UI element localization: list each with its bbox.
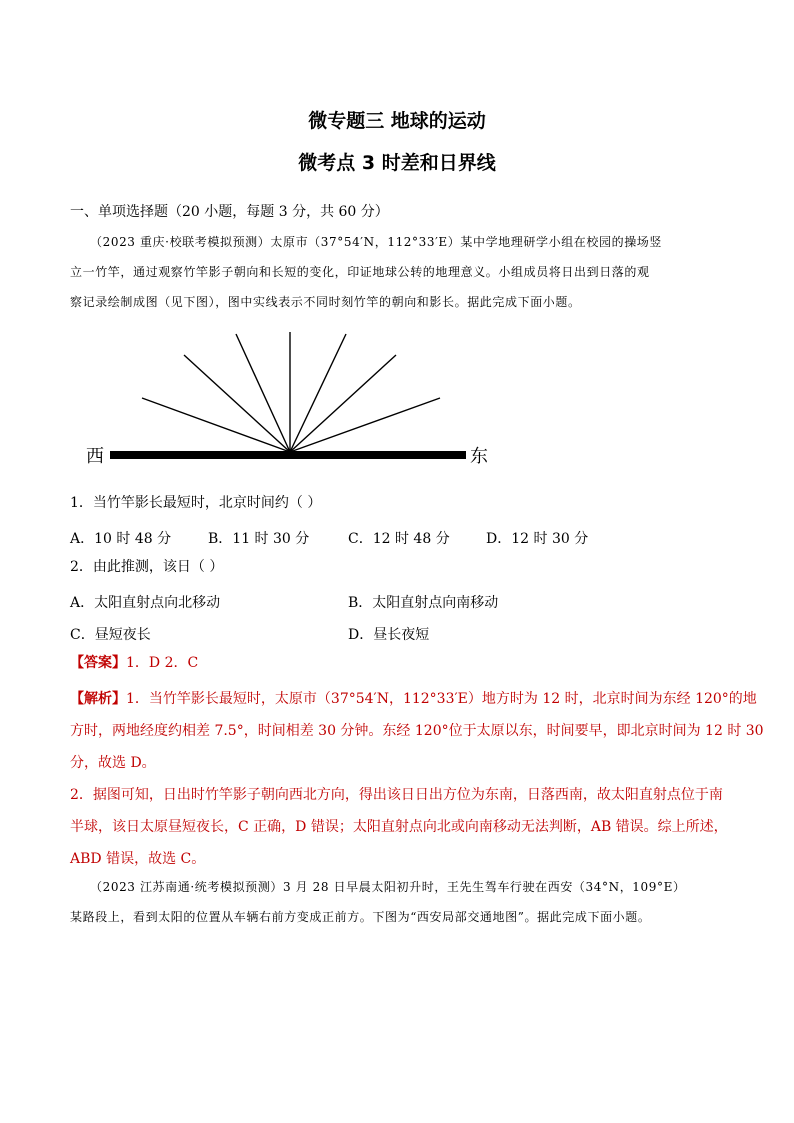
- answer-tag: 【答案】: [70, 655, 126, 671]
- q2-option-c: C．昼短夜长: [70, 627, 151, 643]
- analysis-line-6: ABD 错误，故选 C。: [70, 851, 206, 867]
- q1-option-d: D．12 时 30 分: [486, 531, 589, 547]
- q2-option-d: D．昼长夜短: [348, 627, 430, 643]
- shadow-line: [236, 334, 290, 452]
- q2-option-a: A．太阳直射点向北移动: [70, 595, 221, 611]
- east-label: 东: [470, 446, 488, 467]
- shadow-line: [290, 355, 396, 452]
- analysis-line-1: [70, 688, 757, 708]
- analysis-text-1: 1．当竹竿影长最短时，太原市（37°54′N，112°33′E）地方时为 12 时，北京时间为东经 120°的地: [126, 691, 757, 707]
- q2-option-b: B．太阳直射点向南移动: [348, 595, 499, 611]
- answer-line: [70, 656, 730, 670]
- west-label: 西: [86, 446, 104, 467]
- shadow-line: [184, 355, 290, 452]
- intro1-line-3: 察记录绘制成图（见下图），图中实线表示不同时刻竹竿的朝向和影长。据此完成下面小题。: [70, 295, 581, 309]
- q1-option-c: C．12 时 48 分: [348, 531, 450, 547]
- shadow-line: [142, 398, 290, 452]
- ground-bar: [110, 451, 466, 459]
- q2-stem: 2．由此推测，该日（ ）: [70, 559, 224, 575]
- intro1-line-1: （2023 重庆·校联考模拟预测）太原市（37°54′N，112°33′E）某中学地理研学小组在校园的操场竖: [90, 235, 662, 249]
- shadow-figure: [84, 330, 504, 470]
- analysis-line-4: 2．据图可知，日出时竹竿影子朝向西北方向，得出该日日出方位为东南，日落西南，故太阳直射点位于南: [70, 787, 723, 803]
- q1-option-a: A．10 时 48 分: [70, 531, 172, 547]
- intro1-line-2: 立一竹竿，通过观察竹竿影子朝向和长短的变化，印证地球公转的地理意义。小组成员将日出到日落的观: [70, 265, 650, 279]
- shadow-lines: [142, 332, 440, 452]
- sub-title: 微考点 3 时差和日界线: [298, 152, 496, 174]
- intro2-line-2: 某路段上，看到太阳的位置从车辆右前方变成正前方。下图为“西安局部交通地图”。据此完成下面小题。: [70, 910, 651, 924]
- answer-text: 1．D 2．C: [126, 655, 199, 671]
- analysis-line-3: 分，故选 D。: [70, 755, 156, 771]
- main-title: 微专题三 地球的运动: [308, 110, 486, 132]
- analysis-line-5: 半球，该日太原昼短夜长，C 正确，D 错误；太阳直射点向北或向南移动无法判断，AB 错误。综上所述，: [70, 819, 728, 835]
- section-heading: 一、单项选择题（20 小题，每题 3 分，共 60 分）: [70, 204, 389, 220]
- intro2-line-1: （2023 江苏南通·统考模拟预测）3 月 28 日早晨太阳初升时，王先生驾车行驶在西安（34°N，109°E）: [90, 880, 686, 894]
- analysis-line-2: 方时，两地经度约相差 7.5°，时间相差 30 分钟。东经 120°位于太原以东，时间要早，即北京时间为 12 时 30: [70, 723, 764, 739]
- analysis-tag: 【解析】: [70, 691, 126, 707]
- q1-option-b: B．11 时 30 分: [208, 531, 310, 547]
- q1-stem: 1．当竹竿影长最短时，北京时间约（ ）: [70, 495, 322, 511]
